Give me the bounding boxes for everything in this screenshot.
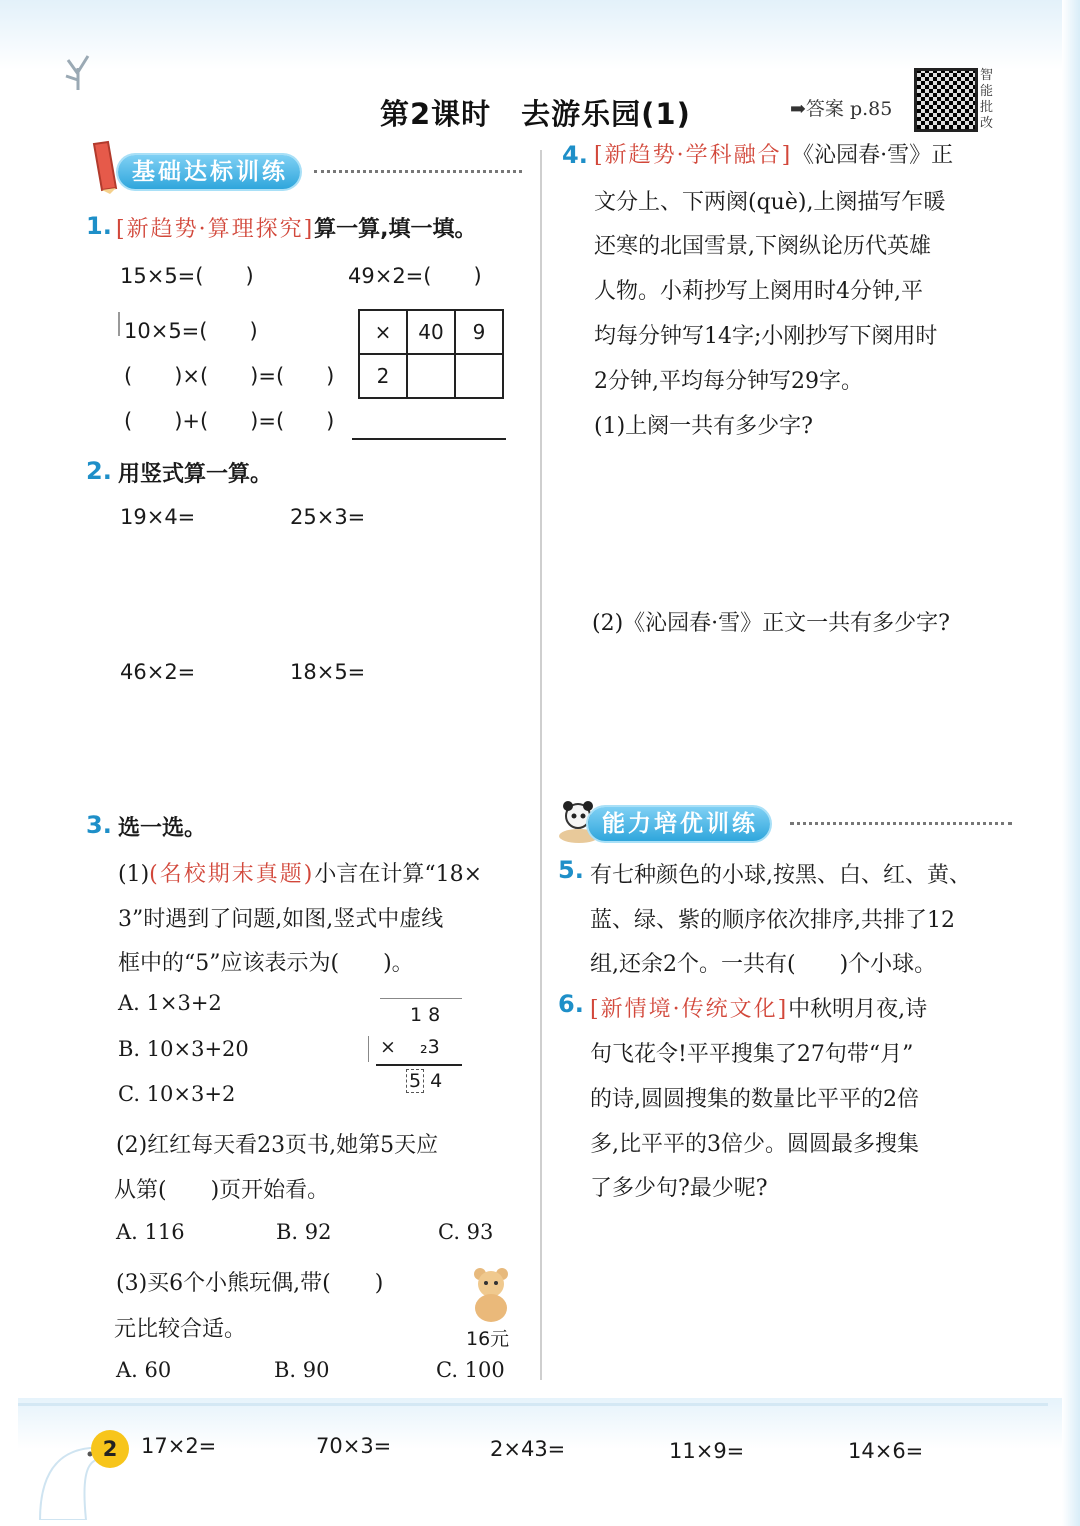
question-3-1-line2: 3”时遇到了问题,如图,竖式中虚线 xyxy=(118,907,444,932)
section-banner-ability: 能力培优训练 xyxy=(588,807,770,841)
equation-sum-blank[interactable]: ( )+( )=( ) xyxy=(124,409,335,433)
footer-calc-17x2[interactable]: 17×2= xyxy=(141,1434,217,1458)
question-number-6: 6. xyxy=(558,990,584,1018)
table-cell-blank[interactable] xyxy=(455,354,503,398)
footer-calc-14x6[interactable]: 14×6= xyxy=(848,1439,924,1463)
question-number-2: 2. xyxy=(86,457,112,485)
question-3-1-text: 小言在计算“18× xyxy=(314,862,483,887)
dashed-box-digit: 5 xyxy=(406,1069,424,1093)
table-header-9: 9 xyxy=(455,310,503,354)
footer-rule xyxy=(18,1403,1048,1406)
qr-code-icon[interactable] xyxy=(914,68,978,132)
multiplication-table xyxy=(358,309,504,399)
question-2-text: 用竖式算一算。 xyxy=(118,462,273,487)
page-edge-decoration xyxy=(1062,0,1080,1526)
question-3-3-line2: 元比较合适。 xyxy=(114,1317,247,1342)
option-c[interactable]: C. 10×3+2 xyxy=(118,1082,236,1106)
question-4-sub2: (2)《沁园春·雪》正文一共有多少字? xyxy=(592,611,950,636)
table-cell-blank[interactable] xyxy=(407,354,455,398)
teddy-bear-icon xyxy=(468,1266,514,1324)
section-divider xyxy=(314,170,522,173)
question-6-line5: 了多少句?最少呢? xyxy=(590,1176,768,1201)
equation-15x5[interactable]: 15×5=( ) xyxy=(120,264,254,288)
question-4-line4: 人物。小莉抄写上阕用时4分钟,平 xyxy=(594,279,923,304)
figure-top-rule xyxy=(380,998,462,999)
vertical-result xyxy=(406,1070,442,1092)
table-header-times: × xyxy=(359,310,407,354)
footer-calc-70x3[interactable]: 70×3= xyxy=(316,1434,392,1458)
question-5-line1: 有七种颜色的小球,按黑、白、红、黄、 xyxy=(590,863,971,888)
equation-49x2[interactable]: 49×2=( ) xyxy=(348,264,482,288)
question-number-1: 1. xyxy=(86,212,112,240)
question-6-line4: 多,比平平的3倍少。圆圆最多搜集 xyxy=(590,1132,919,1157)
question-4-tag: [新趋势·学科融合] xyxy=(594,143,793,168)
section-banner-basic: 基础达标训练 xyxy=(118,155,300,189)
question-1-tag: [新趋势·算理探究] xyxy=(116,217,315,242)
question-6-tag: [新情境·传统文化] xyxy=(590,997,789,1022)
question-number-3: 3. xyxy=(86,811,112,839)
tree-decoration-icon xyxy=(58,46,98,92)
option-a[interactable]: A. 116 xyxy=(116,1220,185,1244)
question-4-line2: 文分上、下两阕(què),上阕描写乍暖 xyxy=(594,190,946,215)
option-c[interactable]: C. 100 xyxy=(436,1358,505,1382)
question-5-line3: 组,还余2个。一共有( )个小球。 xyxy=(590,952,937,977)
question-1-prompt xyxy=(116,212,477,243)
question-3-1-line3: 框中的“5”应该表示为( )。 xyxy=(118,951,414,976)
table-header-40: 40 xyxy=(407,310,455,354)
option-a[interactable]: A. 60 xyxy=(116,1358,172,1382)
column-divider xyxy=(540,150,542,1380)
equation-10x5[interactable]: 10×5=( ) xyxy=(124,319,258,343)
vertical-calc-25x3[interactable]: 25×3= xyxy=(290,505,366,529)
sub-question-label: (1) xyxy=(118,862,150,887)
question-4-sub1: (1)上阕一共有多少字? xyxy=(594,414,813,439)
question-number-4: 4. xyxy=(562,141,588,169)
option-b[interactable]: B. 90 xyxy=(274,1358,330,1382)
answer-reference: ➡答案 p.85 xyxy=(790,98,893,120)
question-3-2-line2: 从第( )页开始看。 xyxy=(114,1178,330,1203)
margin-mark xyxy=(118,312,120,336)
answer-line[interactable] xyxy=(352,438,506,440)
vertical-calc-19x4[interactable]: 19×4= xyxy=(120,505,196,529)
header-background xyxy=(0,0,1080,70)
equation-product-blank[interactable]: ( )×( )=( ) xyxy=(124,364,335,388)
question-3-text: 选一选。 xyxy=(118,816,207,841)
vertical-bottom-number: ₂3 xyxy=(420,1036,440,1058)
page-number: 2 xyxy=(91,1430,129,1468)
question-3-1-tag: (名校期末真题) xyxy=(149,862,315,887)
table-row-2: 2 xyxy=(359,354,407,398)
figure-result-rule xyxy=(376,1064,462,1066)
question-3-3-line1: (3)买6个小熊玩偶,带( ) xyxy=(116,1271,384,1296)
option-b[interactable]: B. 10×3+20 xyxy=(118,1037,249,1061)
question-4-line1 xyxy=(594,138,953,169)
bear-price-label: 16元 xyxy=(466,1328,510,1350)
section-divider xyxy=(790,822,1012,825)
option-b[interactable]: B. 92 xyxy=(276,1220,332,1244)
question-6-text: 中秋明月夜,诗 xyxy=(788,997,928,1022)
vertical-times-sign: × xyxy=(380,1036,396,1058)
option-a[interactable]: A. 1×3+2 xyxy=(118,991,222,1015)
question-5-line2: 蓝、绿、紫的顺序依次排序,共排了12 xyxy=(590,908,955,933)
question-6-line1 xyxy=(590,992,927,1023)
question-4-text: 《沁园春·雪》正 xyxy=(792,143,954,168)
footer-calc-11x9[interactable]: 11×9= xyxy=(669,1439,745,1463)
footer-calc-2x43[interactable]: 2×43= xyxy=(490,1437,566,1461)
question-1-text: 算一算,填一填。 xyxy=(314,217,477,242)
smart-grading-label: 智能批改 xyxy=(980,68,994,131)
question-6-line3: 的诗,圆圆搜集的数量比平平的2倍 xyxy=(590,1087,919,1112)
question-4-line3: 还寒的北国雪景,下阕纵论历代英雄 xyxy=(594,234,931,259)
vertical-calc-18x5[interactable]: 18×5= xyxy=(290,660,366,684)
question-3-2-line1: (2)红红每天看23页书,她第5天应 xyxy=(116,1133,439,1158)
question-number-5: 5. xyxy=(558,856,584,884)
question-4-line5: 均每分钟写14字;小刚抄写下阕用时 xyxy=(594,324,938,349)
page-title: 第2课时 去游乐园(1) xyxy=(380,97,691,131)
question-4-line6: 2分钟,平均每分钟写29字。 xyxy=(594,369,863,394)
question-6-line2: 句飞花令!平平搜集了27句带“月” xyxy=(590,1042,914,1067)
bird-decoration-icon xyxy=(30,1420,106,1520)
vertical-calc-46x2[interactable]: 46×2= xyxy=(120,660,196,684)
option-c[interactable]: C. 93 xyxy=(438,1220,494,1244)
result-digit: 4 xyxy=(430,1070,443,1092)
figure-side-mark xyxy=(368,1036,369,1062)
question-3-1-line1 xyxy=(118,857,482,888)
vertical-top-number: 1 8 xyxy=(410,1004,441,1026)
